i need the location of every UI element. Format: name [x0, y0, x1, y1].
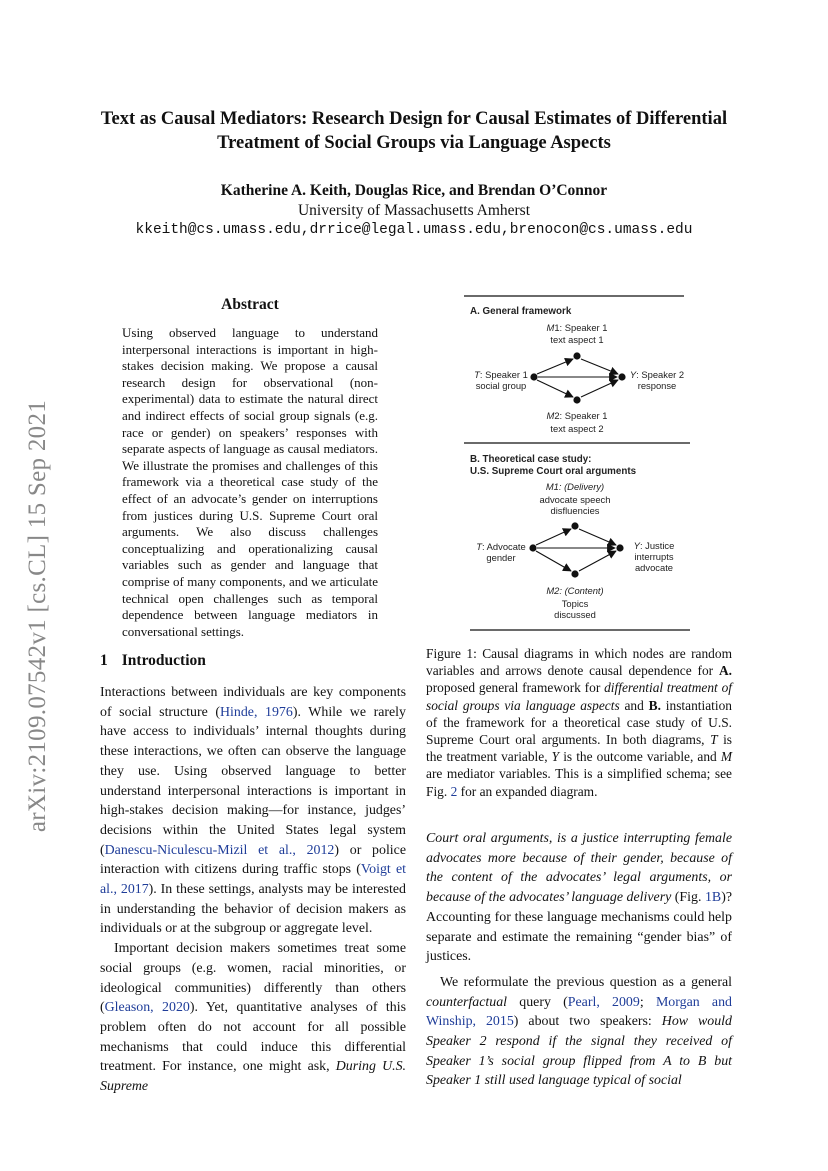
- figure-link[interactable]: 1B: [704, 890, 722, 906]
- panel-b-title: B. Theoretical case study:: [470, 454, 592, 465]
- node-b-y-sublabel: interrupts: [634, 551, 674, 562]
- citation-link[interactable]: Gleason, 2020: [104, 1000, 190, 1016]
- arrow-a-m2-y: [581, 380, 618, 397]
- node-a-t: [530, 373, 537, 380]
- node-a-m1-sublabel: text aspect 1: [550, 334, 604, 345]
- abstract-heading: Abstract: [221, 296, 279, 313]
- node-b-y-label: Y: Justice: [633, 540, 675, 551]
- section-number: 1: [100, 652, 108, 669]
- left-column-body: [100, 683, 406, 1097]
- node-a-t-label: T: Speaker 1: [474, 369, 528, 380]
- node-a-y-label: Y: Speaker 2: [629, 369, 685, 380]
- arrow-b-m2-y: [579, 551, 616, 571]
- affiliation: University of Massachusetts Amherst: [297, 202, 531, 219]
- author-list: Katherine A. Keith, Douglas Rice, and Brendan O’Connor: [220, 182, 608, 199]
- panel-a-title: A. General framework: [470, 306, 572, 317]
- node-a-m2: [573, 396, 580, 403]
- node-b-t: [529, 544, 536, 551]
- intro-paragraph-2: Important decision makers sometimes treat some social groups (e.g. women, racial minorities, or ideological communities) differently than others (Gleason, 2020). Yet, quantitative analyses of this problem often do not account for all possible mechanisms that could induce this differential treatment. For instance, one might ask, During U.S. Supreme: [100, 941, 407, 1095]
- node-b-m1: [571, 522, 578, 529]
- right-column-body: [426, 829, 732, 1091]
- node-a-m1: [573, 352, 580, 359]
- node-a-m1-label: M1: Speaker 1: [546, 322, 608, 333]
- figure-1-causal-diagram: [426, 285, 732, 635]
- node-b-m1-label: M1: (Delivery): [545, 481, 605, 492]
- author-emails: kkeith@cs.umass.edu,drrice@legal.umass.edu,brenocon@cs.umass.edu: [135, 222, 693, 238]
- node-b-m1-sublabel-2: disfluencies: [550, 505, 600, 516]
- arrow-a-t-m2: [537, 380, 573, 397]
- node-b-m2-label: M2: (Content): [546, 585, 604, 596]
- arrow-a-t-m1: [537, 359, 573, 374]
- section-title: Introduction: [121, 652, 206, 669]
- node-a-y: [618, 373, 625, 380]
- node-b-m2: [571, 570, 578, 577]
- citation-link[interactable]: Voigt et al., 2017: [100, 862, 406, 898]
- node-a-m2-sublabel: text aspect 2: [550, 423, 604, 434]
- node-b-m2-sublabel: Topics: [561, 598, 589, 609]
- citation-link[interactable]: Morgan and Winship, 2015: [426, 994, 732, 1030]
- panel-b-subtitle: U.S. Supreme Court oral arguments: [470, 466, 637, 477]
- node-a-y-sublabel: response: [637, 380, 677, 391]
- citation-link[interactable]: Danescu-Niculescu-Mizil et al., 2012: [104, 842, 335, 858]
- node-b-t-sublabel: gender: [486, 552, 516, 563]
- node-b-y-sublabel-2: advocate: [634, 562, 674, 573]
- arrow-a-m1-y: [581, 359, 618, 374]
- node-a-m2-label: M2: Speaker 1: [546, 410, 608, 421]
- arrow-b-m1-y: [579, 529, 616, 545]
- arrow-b-t-m1: [536, 529, 571, 545]
- right-paragraph-1: Court oral arguments, is a justice interrupting female advocates more because of their gender, because of the content of the advocates’ legal arguments, or because of the advocates’ language delivery (Fig. 1B)? Accounting for these language mechanisms could help separate and estimate the remaining “gender bias” of justices.: [426, 831, 732, 965]
- citation-link[interactable]: Hinde, 1976: [220, 704, 293, 720]
- node-b-m2-sublabel-2: discussed: [554, 609, 596, 620]
- figure-link[interactable]: 2: [450, 783, 458, 799]
- node-a-t-sublabel: social group: [475, 380, 527, 391]
- section-heading-introduction: [100, 652, 206, 670]
- paper-title: Text as Causal Mediators: Research Design for Causal Estimates of Differential Treatment of Social Groups via Language Aspects: [100, 109, 728, 153]
- abstract-text: Using observed language to understand interpersonal interactions is important in high-stakes decision making. We propose a causal research design for observational (non-experimental) data to estimate the natural direct and indirect effects of social group signals (e.g. race or gender) on speakers’ responses with separate aspects of language as causal mediators. We illustrate the promises and challenges of this framework via a theoretical case study of the effect of an advocate’s gender on interruptions from justices during U.S. Supreme Court oral arguments. We also discuss challenges conceptualizing and operationalizing causal variables such as gender and language that comprise of many components, and we articulate technical open challenges such as temporal dependence between language mediators in conversational settings.: [122, 325, 378, 639]
- node-b-m1-sublabel: advocate speech: [539, 494, 611, 505]
- node-b-y: [616, 544, 623, 551]
- right-paragraph-2: We reformulate the previous question as a general counterfactual query (Pearl, 2009; Morgan and Winship, 2015) about two speakers: How would Speaker 2 respond if the signal they received of Speaker 1’s social group flipped from A to B but Speaker 1 still used language typical of social: [426, 974, 732, 1089]
- citation-link[interactable]: Pearl, 2009: [567, 994, 640, 1010]
- arrow-b-t-m2: [536, 551, 571, 571]
- figure-1-caption: Figure 1: Causal diagrams in which nodes are random variables and arrows denote causal dependence for A. proposed general framework for differential treatment of social groups via language aspects and B. instantiation of the framework for a theoretical case study of U.S. Supreme Court oral arguments. In both diagrams, T is the treatment variable, Y is the outcome variable, and M are mediator variables. This is a simplified schema; see Fig. 2 for an expanded diagram.: [426, 646, 732, 799]
- arxiv-stamp: arXiv:2109.07542v1 [cs.CL] 15 Sep 2021: [24, 399, 51, 832]
- intro-paragraph-1: Interactions between individuals are key components of social structure (Hinde, 1976). While we rarely have access to individuals’ internal thoughts during these interactions, we often can observe the language they use. Using observed language to better understand interpersonal interactions is important in high-stakes decision making—for instance, judges’ decisions within the United States legal system (Danescu-Niculescu-Mizil et al., 2012) or police interaction with citizens during traffic stops (Voigt et al., 2017). In these settings, analysts may be interested in understanding the behavior of decision makers as individuals or at the subgroup or aggregate level.: [100, 685, 407, 937]
- node-b-t-label: T: Advocate: [476, 541, 526, 552]
